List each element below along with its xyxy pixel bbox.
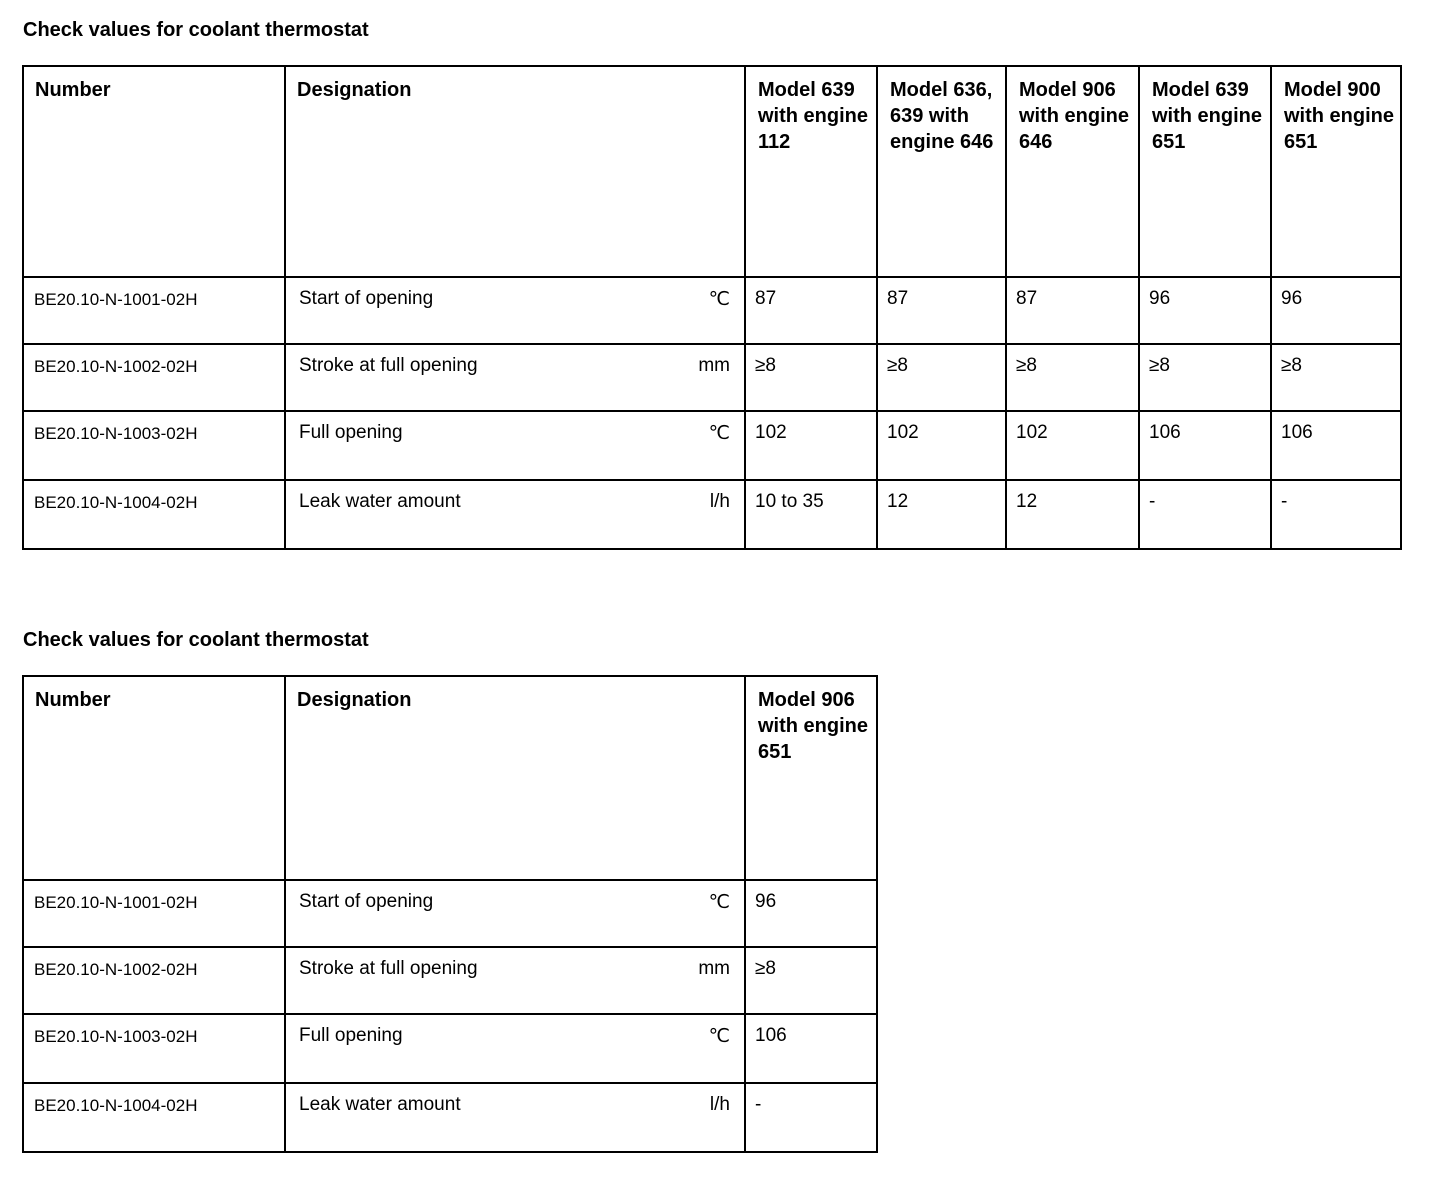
table-row bbox=[23, 1083, 877, 1152]
designation-cell bbox=[285, 480, 745, 549]
check-values-table bbox=[22, 65, 1402, 550]
table-row bbox=[23, 344, 1401, 411]
unit-label: ℃ bbox=[708, 423, 730, 444]
number-cell: BE20.10-N-1001-02H bbox=[23, 277, 285, 344]
value-cell: ≥8 bbox=[745, 947, 877, 1014]
table-row bbox=[23, 411, 1401, 480]
unit-label: l/h bbox=[709, 1094, 730, 1115]
value-cell: 87 bbox=[1006, 277, 1139, 344]
designation-label: Full opening bbox=[299, 1025, 403, 1046]
unit-label: mm bbox=[698, 958, 730, 979]
unit-label: ℃ bbox=[708, 1026, 730, 1047]
value-cell: ≥8 bbox=[877, 344, 1006, 411]
designation-label: Leak water amount bbox=[299, 1094, 461, 1115]
designation-cell bbox=[285, 277, 745, 344]
designation-cell bbox=[285, 344, 745, 411]
value-cell: 106 bbox=[1271, 411, 1401, 480]
value-cell: 102 bbox=[1006, 411, 1139, 480]
table-row bbox=[23, 880, 877, 947]
table-row bbox=[23, 480, 1401, 549]
value-cell: 96 bbox=[745, 880, 877, 947]
table-title: Check values for coolant thermostat bbox=[23, 629, 369, 651]
designation-label: Leak water amount bbox=[299, 491, 461, 512]
value-cell: 87 bbox=[745, 277, 877, 344]
designation-cell bbox=[285, 1083, 745, 1152]
number-cell: BE20.10-N-1004-02H bbox=[23, 1083, 285, 1152]
model-header: Model 906 with engine 651 bbox=[745, 676, 877, 880]
number-cell: BE20.10-N-1004-02H bbox=[23, 480, 285, 549]
designation-cell bbox=[285, 1014, 745, 1083]
unit-label: mm bbox=[698, 355, 730, 376]
unit-label: l/h bbox=[709, 491, 730, 512]
number-cell: BE20.10-N-1003-02H bbox=[23, 1014, 285, 1083]
number-cell: BE20.10-N-1001-02H bbox=[23, 880, 285, 947]
unit-label: ℃ bbox=[708, 892, 730, 913]
value-cell: 12 bbox=[877, 480, 1006, 549]
table-row bbox=[23, 277, 1401, 344]
value-cell: 106 bbox=[1139, 411, 1271, 480]
number-cell: BE20.10-N-1003-02H bbox=[23, 411, 285, 480]
number-header: Number bbox=[23, 66, 285, 277]
unit-label: ℃ bbox=[708, 289, 730, 310]
designation-header: Designation bbox=[285, 66, 745, 277]
designation-header: Designation bbox=[285, 676, 745, 880]
designation-label: Stroke at full opening bbox=[299, 355, 478, 376]
model-header: Model 900 with engine 651 bbox=[1271, 66, 1401, 277]
value-cell: ≥8 bbox=[1271, 344, 1401, 411]
value-cell: - bbox=[745, 1083, 877, 1152]
designation-label: Start of opening bbox=[299, 288, 434, 309]
table-title: Check values for coolant thermostat bbox=[23, 19, 369, 41]
number-cell: BE20.10-N-1002-02H bbox=[23, 947, 285, 1014]
value-cell: 106 bbox=[745, 1014, 877, 1083]
check-values-table bbox=[22, 675, 878, 1153]
model-header: Model 636, 639 with engine 646 bbox=[877, 66, 1006, 277]
number-header: Number bbox=[23, 676, 285, 880]
value-cell: 10 to 35 bbox=[745, 480, 877, 549]
designation-label: Stroke at full opening bbox=[299, 958, 478, 979]
table-row bbox=[23, 947, 877, 1014]
value-cell: 96 bbox=[1139, 277, 1271, 344]
value-cell: 12 bbox=[1006, 480, 1139, 549]
value-cell: 96 bbox=[1271, 277, 1401, 344]
value-cell: ≥8 bbox=[1006, 344, 1139, 411]
designation-cell bbox=[285, 947, 745, 1014]
designation-label: Start of opening bbox=[299, 891, 434, 912]
value-cell: - bbox=[1271, 480, 1401, 549]
table-row bbox=[23, 1014, 877, 1083]
model-header: Model 639 with engine 651 bbox=[1139, 66, 1271, 277]
value-cell: 102 bbox=[745, 411, 877, 480]
model-header: Model 906 with engine 646 bbox=[1006, 66, 1139, 277]
designation-label: Full opening bbox=[299, 422, 403, 443]
value-cell: ≥8 bbox=[745, 344, 877, 411]
designation-cell bbox=[285, 411, 745, 480]
value-cell: - bbox=[1139, 480, 1271, 549]
value-cell: 87 bbox=[877, 277, 1006, 344]
model-header: Model 639 with engine 112 bbox=[745, 66, 877, 277]
value-cell: 102 bbox=[877, 411, 1006, 480]
value-cell: ≥8 bbox=[1139, 344, 1271, 411]
number-cell: BE20.10-N-1002-02H bbox=[23, 344, 285, 411]
designation-cell bbox=[285, 880, 745, 947]
